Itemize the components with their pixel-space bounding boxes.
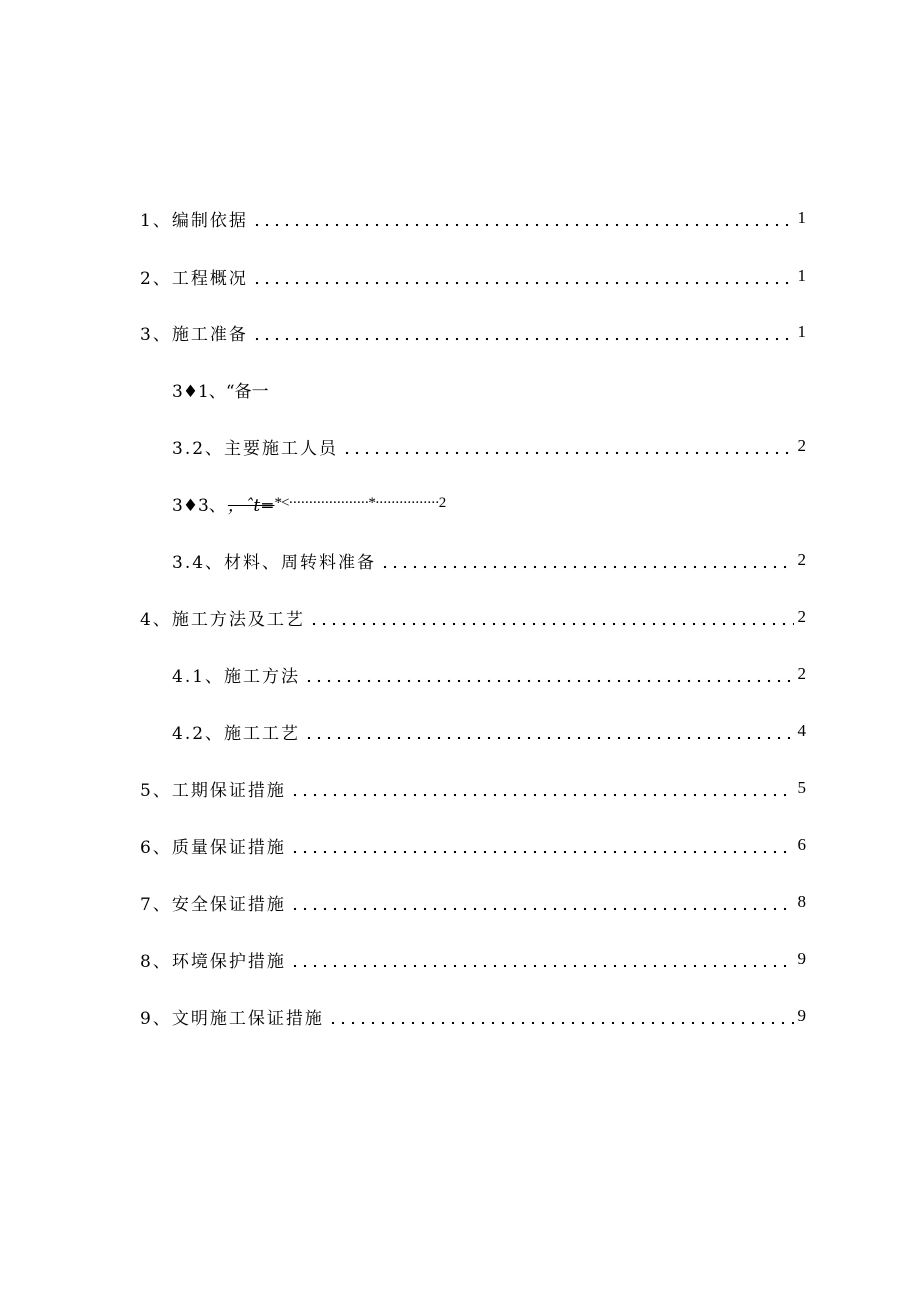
- dot-leader: [290, 830, 794, 860]
- toc-entry-label: 3.4、材料、周转料准备: [172, 552, 377, 573]
- toc-entry-5[interactable]: [140, 773, 806, 803]
- toc-entry-label: 4.1、施工方法: [172, 666, 301, 687]
- toc-entry-8[interactable]: [140, 944, 806, 974]
- toc-entry-7[interactable]: [140, 887, 806, 917]
- toc-entry-9[interactable]: [140, 1001, 806, 1031]
- toc-entry-3-2[interactable]: [172, 431, 806, 461]
- toc-entry-page: 2: [797, 436, 806, 455]
- toc-entry-label: 3、施工准备: [140, 324, 248, 345]
- toc-entry-4[interactable]: [140, 602, 806, 632]
- toc-entry-label: 6、质量保证措施: [140, 837, 286, 858]
- toc-entry-page: 2: [797, 607, 806, 626]
- toc-entry-label: 8、环境保护措施: [140, 951, 286, 972]
- toc-entry-label: 9、文明施工保证措施: [140, 1008, 324, 1029]
- dot-leader: [252, 203, 794, 233]
- toc-entry-page: 1: [797, 266, 806, 285]
- dot-leader: [304, 716, 793, 746]
- toc-entry-label: 4、施工方法及工艺: [140, 609, 305, 630]
- dot-leader: [304, 659, 793, 689]
- dot-leader: [342, 431, 793, 461]
- toc-entry-label: 4.2、施工工艺: [172, 723, 301, 744]
- toc-entry-page: 4: [797, 721, 806, 740]
- toc-entry-page: 5: [797, 778, 806, 797]
- toc-entry-6[interactable]: [140, 830, 806, 860]
- toc-entry-page: 2: [797, 664, 806, 683]
- toc-entry-3-1[interactable]: [172, 374, 269, 404]
- dot-leader: [252, 317, 794, 347]
- toc-entry-page: 1: [797, 322, 806, 341]
- toc-entry-prefix: 3♦3、: [172, 495, 226, 516]
- dot-leader: [290, 773, 794, 803]
- toc-entry-label: 1、编制依据: [140, 210, 248, 231]
- dot-leader: [328, 1001, 794, 1031]
- dot-leader: [290, 887, 794, 917]
- toc-entry-page: 8: [797, 892, 806, 911]
- toc-entry-page: 9: [797, 949, 806, 968]
- toc-entry-page: 6: [797, 835, 806, 854]
- dot-leader: [290, 944, 794, 974]
- toc-entry-2[interactable]: [140, 261, 806, 291]
- toc-entry-4-2[interactable]: [172, 716, 806, 746]
- toc-entry-3-4[interactable]: [172, 545, 806, 575]
- toc-entry-tail: *<····················*················2: [274, 494, 446, 511]
- toc-entry-1[interactable]: [140, 203, 806, 233]
- toc-entry-label: 7、安全保证措施: [140, 894, 286, 915]
- toc-entry-page: 1: [797, 208, 806, 227]
- toc-entry-3-3[interactable]: [172, 488, 445, 518]
- toc-entry-label: 3♦1、“备一: [172, 381, 269, 402]
- toc-entry-label: 5、工期保证措施: [140, 780, 286, 801]
- toc-entry-4-1[interactable]: [172, 659, 806, 689]
- dot-leader: [309, 602, 794, 632]
- toc-entry-page: 9: [797, 1006, 806, 1025]
- toc-entry-struck-text: ，ˆt=: [227, 495, 275, 516]
- dot-leader: [252, 261, 794, 291]
- toc-entry-3[interactable]: [140, 317, 806, 347]
- dot-leader: [380, 545, 793, 575]
- toc-entry-label: 3.2、主要施工人员: [172, 438, 339, 459]
- toc-entry-label: 2、工程概况: [140, 268, 248, 289]
- toc-entry-page: 2: [797, 550, 806, 569]
